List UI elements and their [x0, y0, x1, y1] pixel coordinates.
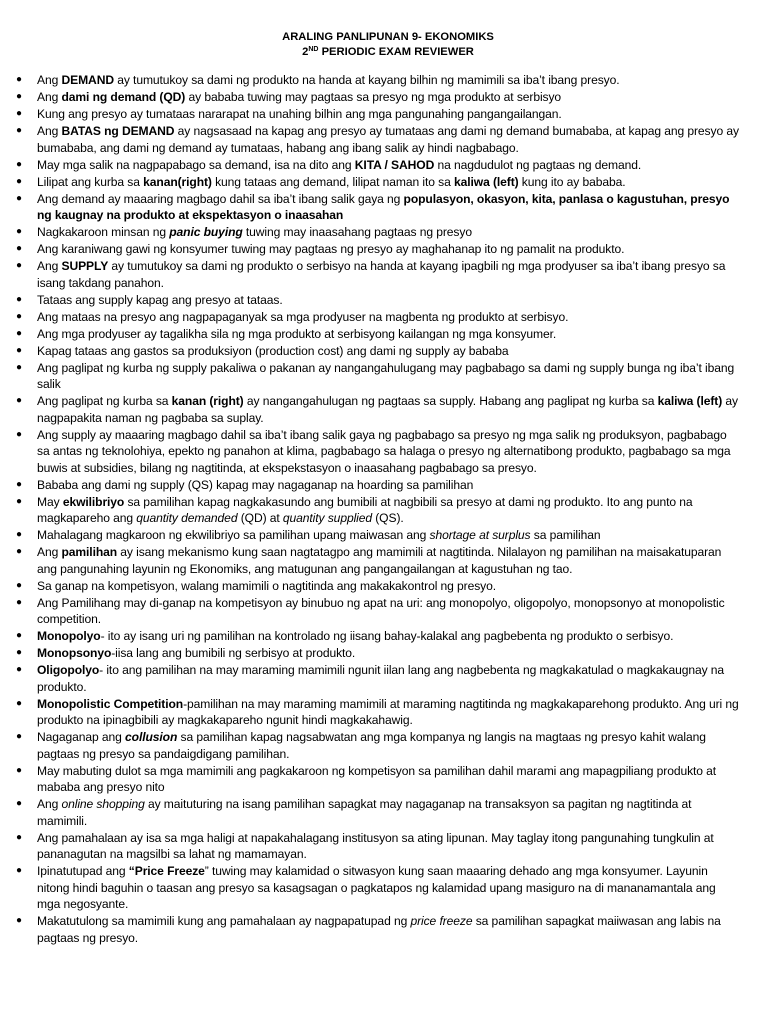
list-item [12, 696, 742, 729]
bullet-icon: ● [16, 630, 22, 641]
list-item [12, 729, 742, 762]
item-text: Ang [37, 797, 62, 811]
list-item [12, 527, 742, 544]
list-item [12, 292, 742, 309]
bullet-icon: ● [16, 344, 22, 356]
bullet-icon: ● [16, 647, 22, 658]
bold-term: Oligopolyo [37, 663, 100, 677]
bullet-icon: ● [16, 361, 22, 373]
bullet-icon: ● [16, 192, 22, 204]
item-text: ” tuwing may kalamidad o sitwasyon kung saan maaaring dehado ang mga konsyumer. Layunin nitong hindi baguhin o taasan ang presyo sa kasagsagan o pagkatapos ng kalamidad upang masiguro na di mananamantala ang mga negosyante. [37, 864, 716, 911]
list-item [12, 427, 742, 477]
bold-term: pamilihan [61, 545, 118, 559]
item-text: -pamilihan na may maraming mamimili at maraming nagtitinda ng magkakaparehong produkto. Ang uri ng produkto na ipinagbibili ay magkakapareho ngunit hindi magkakahawig. [37, 696, 739, 727]
item-text: Bababa ang dami ng supply (QS) kapag may nagaganap na hoarding sa pamilihan [37, 477, 474, 492]
list-item [12, 224, 742, 241]
bullet-icon: ● [16, 831, 22, 843]
item-text: Mahalagang magkaroon ng ekwilibriyo sa pamilihan upang maiwasan ang [37, 528, 430, 542]
bullet-icon: ● [16, 395, 22, 406]
list-item [12, 89, 742, 106]
item-text: sa pamilihan sapagkat maiiwasan ang labis na pagtaas ng presyo. [37, 914, 721, 945]
italic-term: quantity demanded [136, 511, 238, 525]
item-text: Ang karaniwang gawi ng konsyumer tuwing may pagtaas ng presyo ay maghahanap ito ng pamalit na produkto. [37, 242, 625, 256]
list-item [12, 174, 742, 191]
list-item [12, 309, 742, 326]
item-text: Ang pamahalaan ay isa sa mga haligi at napakahalagang institusyon sa ating lipunan. May taglay itong pangunahing tungkulin at pananagutan na magsilbi sa lahat ng mamamayan. [37, 830, 714, 861]
bold-term: dami ng demand (QD) [61, 90, 186, 104]
item-text: Nagaganap ang [37, 730, 126, 744]
item-text: -iisa lang ang bumibili ng serbisyo at produkto. [111, 646, 356, 660]
list-item [12, 72, 742, 89]
item-text: ay nagsasaad na kapag ang presyo ay tumataas ang dami ng demand bumababa, at kapag ang presyo ay bumababa, ang dami ng demand ay tumataas, habang ang ibang salik ay hindi nagbabago. [37, 124, 739, 155]
list-item [12, 628, 742, 645]
item-text: Kapag tataas ang gastos sa produksiyon (production cost) ang dami ng supply ay bababa [37, 343, 509, 358]
item-text: Ang [37, 545, 62, 559]
bullet-icon: ● [16, 596, 22, 608]
bold-term: kanan(right) [143, 174, 212, 189]
bold-term: ekwilibriyo [62, 494, 125, 509]
bullet-icon: ● [16, 697, 22, 709]
reviewer-bullet-list [12, 72, 742, 946]
list-item [12, 157, 742, 174]
document-title [34, 30, 742, 60]
list-item [12, 662, 742, 695]
bullet-icon: ● [16, 74, 22, 85]
list-item [12, 106, 742, 123]
bold-term: collusion [125, 730, 178, 744]
title-line-2-ordinal: ND [308, 46, 319, 53]
bold-term: populasyon, okasyon, kita, panlasa o kagustuhan, presyo ng kaugnay na produkto at ekspektasyon o inaasahan [37, 191, 730, 222]
italic-term: price freeze [410, 914, 473, 928]
bold-term: Monopolistic Competition [37, 696, 184, 711]
item-text: Tataas ang supply kapag ang presyo at tataas. [37, 292, 283, 307]
bold-term: BATAS ng DEMAND [61, 124, 175, 138]
item-text: ay tumutukoy sa dami ng produkto na handa at kayang bilhin ng mamimili sa iba’t ibang presyo. [113, 73, 620, 87]
item-text: Ang mga prodyuser ay tagalikha sila ng mga produkto at serbisyong kailangan ng mga konsyumer. [37, 326, 557, 341]
item-text: Ang paglipat ng kurba sa [37, 394, 172, 408]
item-text: Lilipat ang kurba sa [37, 174, 144, 189]
item-text: (QD) at [237, 511, 283, 525]
italic-term: quantity supplied [282, 511, 372, 525]
item-text: Sa ganap na kompetisyon, walang mamimili o nagtitinda ang makakakontrol ng presyo. [37, 578, 497, 593]
bullet-icon: ● [16, 495, 22, 507]
item-text: Ang [37, 259, 62, 273]
bullet-icon: ● [16, 529, 22, 540]
list-item [12, 645, 742, 662]
list-item [12, 343, 742, 360]
list-item [12, 913, 742, 946]
title-line-2-text: PERIODIC EXAM REVIEWER [318, 46, 474, 58]
item-text: Ipinatutupad ang [37, 864, 129, 878]
list-item [12, 326, 742, 343]
title-line-2-number: 2 [302, 46, 309, 58]
bullet-icon: ● [16, 546, 22, 557]
bullet-icon: ● [16, 764, 22, 776]
list-item [12, 578, 742, 595]
item-text: kung tataas ang demand, lilipat naman ito sa [211, 174, 454, 189]
bullet-icon: ● [16, 243, 22, 254]
item-text: Makatutulong sa mamimili kung ang pamahalaan ay nagpapatupad ng [37, 914, 411, 928]
bold-term: Monopsonyo [37, 646, 112, 660]
item-text: May [37, 494, 63, 509]
item-text: Ang demand ay maaaring magbago dahil sa iba’t ibang salik gaya ng [37, 191, 404, 206]
list-item [12, 191, 742, 224]
item-text: Ang paglipat ng kurba ng supply pakaliwa o pakanan ay nangangahulugang may pagbabago sa dami ng supply bunga ng iba’t ibang salik [37, 360, 735, 391]
bullet-icon: ● [16, 260, 22, 271]
item-text: Ang supply ay maaaring magbago dahil sa iba’t ibang salik gaya ng pagbabago sa presyo ng mga salik ng produksyon, pagbabago sa antas ng teknolohiya, epekto ng panahon at klima, pagbabago sa halaga o presyo ng alternatibong produkto, pagbabago sa mga buwis at subsidies, bilang ng nagtitinda, at ekspekstasyon o inaasahang pagbabago sa presyo. [37, 427, 731, 475]
list-item [12, 763, 742, 796]
bullet-icon: ● [16, 579, 22, 591]
list-item [12, 241, 742, 258]
bold-term: kaliwa (left) [657, 394, 723, 408]
item-text: Ang Pamilihang may di-ganap na kompetisyon ay binubuo ng apat na uri: ang monopolyo, oligopolyo, monopsonyo at monopolistic competition. [37, 595, 725, 626]
list-item [12, 123, 742, 156]
item-text: (QS). [372, 511, 404, 525]
bullet-icon: ● [16, 915, 22, 926]
list-item [12, 830, 742, 863]
bold-term: KITA / SAHOD [354, 157, 435, 172]
list-item [12, 360, 742, 393]
list-item [12, 796, 742, 829]
item-text: ay bababa tuwing may pagtaas sa presyo ng mga produkto at serbisyo [185, 90, 562, 104]
item-text: Ang mataas na presyo ang nagpapaganyak sa mga prodyuser na magbenta ng produkto at serbisyo. [37, 309, 569, 324]
bullet-icon: ● [16, 310, 22, 322]
list-item [12, 494, 742, 527]
item-text: May mga salik na nagpapabago sa demand, isa na dito ang [37, 157, 355, 172]
bullet-icon: ● [16, 865, 22, 876]
title-line-2 [34, 45, 742, 60]
item-text: ay nangangahulugan ng pagtaas sa supply. Habang ang paglipat ng kurba sa [243, 394, 658, 408]
bullet-icon: ● [16, 664, 22, 675]
item-text: na nagdudulot ng pagtaas ng demand. [434, 157, 642, 172]
bullet-icon: ● [16, 158, 22, 170]
item-text: ay nagpapakita naman ng pagbaba sa suplay. [37, 394, 738, 425]
bullet-icon: ● [16, 108, 22, 119]
item-text: Nagkakaroon minsan ng [37, 225, 170, 239]
bullet-icon: ● [16, 91, 22, 102]
item-text: ay isang mekanismo kung saan nagtatagpo ang mamimili at nagtitinda. Nilalayon ng pamilihan na maisakatuparan ang pangunahing layunin ng Ekonomiks, ang matugunan ang pangangailangan at kagustuhan ng tao. [37, 545, 722, 576]
item-text: May mabuting dulot sa mga mamimili ang pagkakaroon ng kompetisyon sa pamilihan dahil marami ang mapagpiliang produkto at mababa ang presyo nito [37, 763, 717, 794]
bold-term: kaliwa (left) [453, 174, 519, 189]
italic-term: shortage at surplus [429, 528, 531, 542]
bullet-icon: ● [16, 125, 22, 136]
item-text: Kung ang presyo ay tumataas nararapat na unahing bilhin ang mga pangunahing pangangailangan. [37, 107, 562, 121]
bullet-icon: ● [16, 327, 22, 339]
bullet-icon: ● [16, 428, 22, 440]
list-item [12, 477, 742, 494]
item-text: ay tumutukoy sa dami ng produkto o serbisyo na handa at kayang ipagbili ng mga prodyuser sa iba’t ibang presyo sa isang takdang panahon. [37, 259, 726, 290]
italic-term: online shopping [61, 797, 145, 811]
item-text: sa pamilihan kapag nagsabwatan ang mga kompanya ng langis na magtaas ng presyo kahit walang pagtaas ng presyo sa pandaigdigang pamilihan. [37, 730, 706, 761]
item-text: sa pamilihan kapag nagkakasundo ang bumibili at nagbibili sa presyo at dami ng produkto. Ito ang punto na magkapareho ang [37, 494, 693, 525]
item-text: tuwing may inaasahang pagtaas ng presyo [242, 225, 472, 239]
bullet-icon: ● [16, 226, 22, 237]
bullet-icon: ● [16, 478, 22, 490]
item-text: sa pamilihan [530, 528, 601, 542]
list-item [12, 544, 742, 577]
list-item [12, 258, 742, 291]
item-text: Ang [37, 73, 62, 87]
bold-term: panic buying [169, 225, 243, 239]
item-text: Ang [37, 90, 62, 104]
item-text: ay maituturing na isang pamilihan sapagkat may nagaganap na transaksyon sa pagitan ng nagtitinda at mamimili. [37, 797, 692, 828]
bullet-icon: ● [16, 731, 22, 742]
bullet-icon: ● [16, 293, 22, 305]
bold-term: SUPPLY [61, 259, 109, 273]
item-text: Ang [37, 124, 62, 138]
bold-term: Monopolyo [37, 629, 101, 643]
bold-term: “Price Freeze [128, 864, 205, 878]
title-line-1: ARALING PANLIPUNAN 9- EKONOMIKS [282, 31, 494, 43]
list-item [12, 863, 742, 913]
list-item [12, 595, 742, 628]
bold-term: DEMAND [61, 73, 114, 87]
list-item [12, 393, 742, 426]
bold-term: kanan (right) [171, 394, 244, 408]
item-text: kung ito ay bababa. [518, 174, 626, 189]
item-text: - ito ang pamilihan na may maraming mamimili ngunit iilan lang ang nagbebenta ng magkakatulad o magkakaugnay na produkto. [37, 663, 725, 694]
item-text: - ito ay isang uri ng pamilihan na kontrolado ng iisang bahay-kalakal ang pagbebenta ng produkto o serbisyo. [100, 629, 674, 643]
bullet-icon: ● [16, 798, 22, 809]
bullet-icon: ● [16, 175, 22, 187]
